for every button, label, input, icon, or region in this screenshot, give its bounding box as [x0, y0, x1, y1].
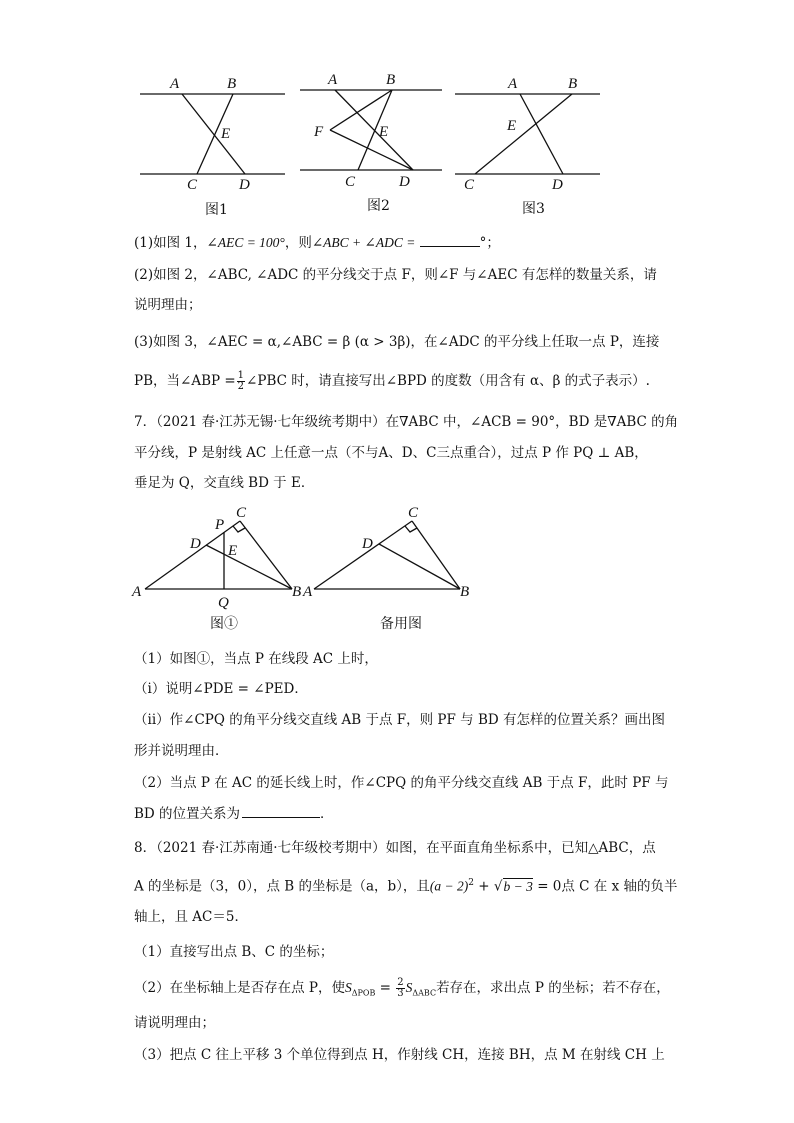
segment-ad — [182, 94, 245, 174]
q7-s1ii-line2: 形并说明理由． — [134, 743, 229, 759]
label-q: Q — [218, 595, 229, 611]
frac-den: 2 — [237, 381, 245, 392]
q8-line2-a: A 的坐标是（3，0），点 B 的坐标是（a，b），且 — [134, 878, 430, 895]
frac-den: 3 — [397, 988, 404, 999]
segment-db — [206, 545, 292, 589]
label-f: F — [314, 124, 324, 140]
q7-s2-a: BD 的位置关系为 — [134, 806, 241, 822]
label-e: E — [507, 118, 517, 134]
eq-root-term: b − 3 — [503, 878, 533, 894]
fraction-two-thirds — [396, 978, 404, 999]
label-d: D — [362, 536, 373, 552]
answer-blank-q7[interactable] — [242, 803, 320, 818]
q8-s3: （3）把点 C 往上平移 3 个单位得到点 H，作射线 CH，连接 BH，点 M 在射线 CH 上 — [134, 1047, 665, 1063]
right-angle-mark — [233, 526, 245, 532]
q6-p3-b2: ∠PBC 时，请直接写出∠BPD 的度数（用含有 α、β 的式子表示）. — [246, 373, 650, 389]
label-a: A — [508, 76, 518, 92]
area-symbol-1: S — [344, 980, 352, 995]
label-p: P — [215, 517, 225, 533]
sqrt-symbol: √ — [493, 878, 503, 895]
eq-plus: + — [474, 878, 494, 895]
fraction-half — [237, 371, 245, 392]
figure-1 — [135, 70, 295, 220]
label-c: C — [464, 177, 475, 193]
label-e: E — [221, 126, 231, 142]
figure-q7-backup — [302, 503, 482, 638]
label-c: C — [408, 505, 419, 521]
q6-p3-b1: PB，当∠ABP = — [134, 373, 236, 389]
q6-part3-line1: (3)如图 3，∠AEC = α,∠ABC = β (α > 3β)，在∠ADC 的平分线上任取一点 P，连接 — [134, 334, 660, 350]
eq-equals: = 0 — [532, 878, 562, 895]
label-e: E — [228, 543, 238, 559]
q6-part3-line2 — [134, 370, 694, 392]
label-b: B — [568, 76, 578, 92]
area-symbol-2: S — [405, 980, 413, 995]
q6-part2-line2: 说明理由； — [134, 297, 202, 313]
label-a: A — [303, 584, 313, 600]
eq-sign: = — [375, 980, 396, 996]
caption-fig-backup: 备用图 — [380, 616, 422, 632]
q6-p1-a: (1)如图 1， — [134, 235, 207, 251]
label-b: B — [227, 76, 237, 92]
figure-3-svg — [450, 70, 610, 220]
q6-part1 — [134, 232, 694, 254]
label-a: A — [328, 72, 338, 88]
q8-line2 — [134, 872, 694, 898]
frac-num: 1 — [237, 370, 245, 381]
label-d: D — [399, 174, 410, 190]
q7-line1: 7．（2021 春·江苏无锡·七年级统考期中）在∇ABC 中，∠ACB = 90°，BD 是∇ABC 的角 — [134, 414, 679, 430]
figure-q7-main — [130, 503, 310, 638]
eq-exponent: 2 — [468, 878, 475, 888]
label-c: C — [187, 177, 198, 193]
label-a: A — [132, 584, 142, 600]
label-b: B — [386, 72, 396, 88]
q7-s1: （1）如图①，当点 P 在线段 AC 上时， — [134, 651, 378, 667]
q8-s2-b: 若存在，求出点 P 的坐标；若不存在， — [436, 980, 670, 996]
q8-s1: （1）直接写出点 B、C 的坐标； — [134, 944, 334, 960]
caption-fig1: 图1 — [205, 202, 228, 218]
label-e: E — [379, 124, 389, 140]
figure-3 — [450, 70, 610, 220]
answer-blank[interactable] — [420, 232, 480, 247]
q7-line2: 平分线，P 是射线 AC 上任意一点（不与A、D、C三点重合），过点 P 作 PQ ⊥ AB， — [134, 445, 648, 461]
q8-line3: 轴上，且 AC＝5． — [134, 909, 248, 925]
q7-s2-line1: （2）当点 P 在 AC 的延长线上时，作∠CPQ 的角平分线交直线 AB 于点 F，此时 PF 与 — [134, 775, 669, 791]
q6-part2-line1: (2)如图 2，∠ABC, ∠ADC 的平分线交于点 F，则∠F 与∠AEC 有怎样的数量关系，请 — [134, 267, 657, 283]
label-b: B — [292, 584, 302, 600]
q7-s2-b: ． — [320, 806, 334, 822]
segment-cb — [412, 521, 460, 589]
figure-2-svg — [295, 68, 455, 218]
q8-s2-a: （2）在坐标轴上是否存在点 P，使 — [134, 980, 345, 996]
q8-line1: 8．（2021 春·江苏南通·七年级校考期中）如图，在平面直角坐标系中，已知△ABC，点 — [134, 840, 656, 856]
q6-p1-c: ，则 — [284, 235, 312, 251]
eq-square-term: (a − 2) — [429, 878, 469, 894]
caption-fig2: 图2 — [367, 198, 390, 214]
q8-s2 — [134, 977, 694, 1005]
q7-line3: 垂足为 Q，交直线 BD 于 E． — [134, 475, 315, 491]
q8-line2-b: 点 C 在 x 轴的负半 — [561, 878, 678, 895]
q7-s1i: （i）说明∠PDE = ∠PED． — [134, 681, 308, 697]
q6-p1-e: °； — [479, 235, 500, 251]
figure-q7-backup-svg — [302, 503, 482, 638]
label-a: A — [170, 76, 180, 92]
figure-2 — [295, 68, 455, 218]
figure-q7-main-svg — [130, 503, 310, 638]
label-d: D — [552, 177, 563, 193]
q8-s2-line2: 请说明理由； — [134, 1015, 215, 1031]
label-b: B — [460, 584, 470, 600]
q6-p1-d: ∠ABC + ∠ADC = — [311, 235, 416, 250]
label-c: C — [345, 174, 356, 190]
label-c: C — [236, 505, 247, 521]
figure-1-svg — [135, 70, 295, 220]
segment-ac — [314, 521, 412, 589]
segment-bc — [475, 94, 572, 174]
q6-p1-b: ∠AEC = 100° — [206, 235, 285, 250]
q7-s1ii-line1: （ii）作∠CPQ 的角平分线交直线 AB 于点 F，则 PF 与 BD 有怎样的位置关系？画出图 — [134, 712, 665, 728]
label-d: D — [239, 177, 250, 193]
right-angle-mark — [405, 526, 417, 532]
caption-fig-main: 图① — [210, 616, 238, 632]
segment-db — [379, 544, 460, 589]
frac-num: 2 — [397, 977, 404, 988]
segment-fd — [330, 130, 413, 170]
caption-fig3: 图3 — [522, 201, 545, 217]
area-sub-2: ΔABC — [412, 988, 437, 998]
label-d: D — [190, 536, 201, 552]
segment-cb — [240, 521, 292, 589]
area-sub-1: ΔPOB — [351, 988, 376, 998]
q7-s2-line2 — [134, 803, 694, 825]
